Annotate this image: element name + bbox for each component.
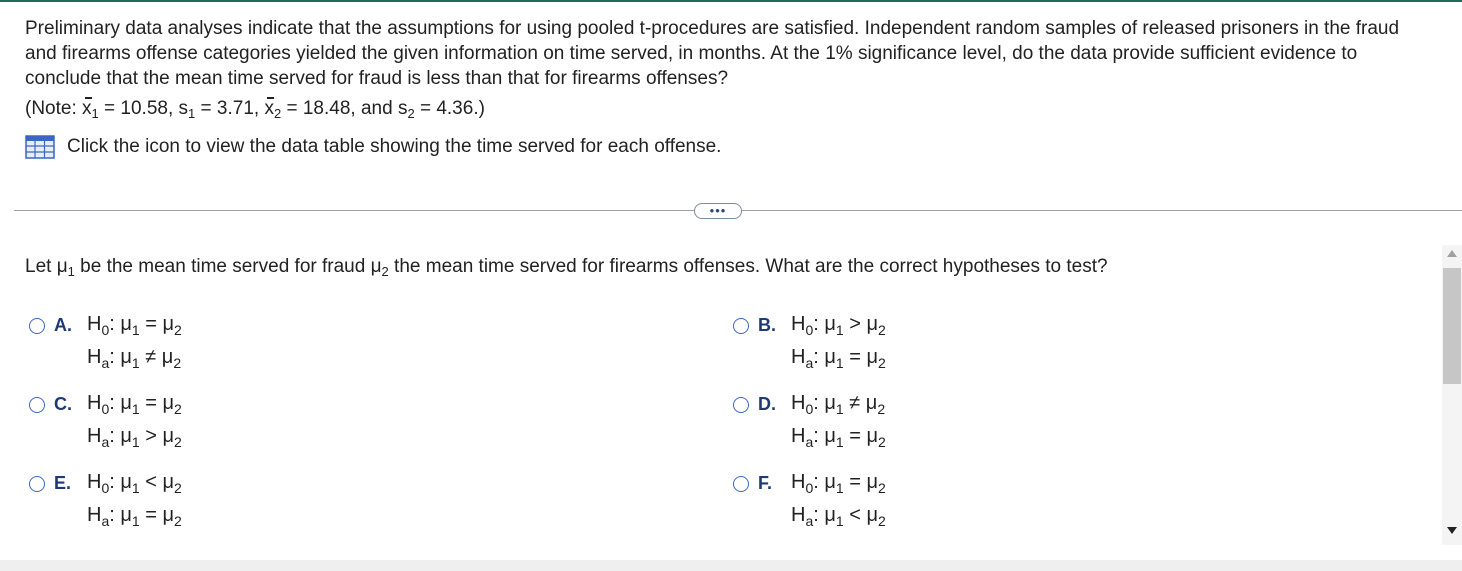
mu-symbol: μ <box>824 313 836 335</box>
mu-subscript-2: 2 <box>878 322 886 338</box>
s2-value: = 4.36.) <box>414 98 485 119</box>
mu-symbol: μ <box>866 346 879 368</box>
h-symbol: H <box>791 425 806 447</box>
data-table-link[interactable] <box>25 135 721 159</box>
mu-symbol: μ <box>865 392 878 414</box>
option-f-h0 <box>791 471 886 494</box>
mu-symbol: μ <box>162 471 175 493</box>
h-subscript: a <box>101 513 110 529</box>
relation-operator: = <box>139 313 163 335</box>
colon: : <box>109 346 121 368</box>
mu-subscript-2: 2 <box>174 322 182 338</box>
relation-operator: = <box>139 392 163 414</box>
mu-symbol: μ <box>824 471 836 493</box>
colon: : <box>109 504 121 526</box>
mu-subscript-1: 1 <box>835 322 844 338</box>
radio-button-a[interactable] <box>29 318 45 334</box>
question-part-3: the mean time served for firearms offenses. What are the correct hypotheses to test? <box>388 256 1108 277</box>
option-f-ha <box>791 504 886 527</box>
mu-symbol: μ <box>120 346 132 368</box>
option-e-ha <box>87 504 182 527</box>
h-subscript: a <box>805 513 814 529</box>
mu-symbol: μ <box>162 504 175 526</box>
option-a-h0 <box>87 313 182 336</box>
h-subscript: a <box>805 434 814 450</box>
mu-subscript-2: 2 <box>174 480 182 496</box>
option-letter: C. <box>54 394 72 414</box>
bottom-bar <box>0 560 1462 571</box>
colon: : <box>813 471 825 493</box>
option-a-ha <box>87 346 181 369</box>
question-sub-1: 1 <box>67 264 75 279</box>
grid-table-icon[interactable] <box>25 135 55 159</box>
h-subscript: 0 <box>805 401 814 417</box>
colon: : <box>109 471 121 493</box>
mu-symbol: μ <box>866 313 879 335</box>
h-symbol: H <box>791 346 806 368</box>
option-letter: F. <box>758 473 773 493</box>
option-d-ha <box>791 425 886 448</box>
h-symbol: H <box>791 504 806 526</box>
mu-symbol: μ <box>824 425 836 447</box>
h-symbol: H <box>791 471 806 493</box>
radio-button-f[interactable] <box>733 476 749 492</box>
mu-subscript-2: 2 <box>174 434 182 450</box>
mu-symbol: μ <box>824 346 836 368</box>
h-symbol: H <box>87 471 102 493</box>
mu-subscript-1: 1 <box>835 513 844 529</box>
x2-value: = 18.48, and s <box>281 98 408 119</box>
colon: : <box>813 313 825 335</box>
scrollbar-thumb[interactable] <box>1443 268 1461 384</box>
relation-operator: = <box>843 346 867 368</box>
h-symbol: H <box>87 392 102 414</box>
top-rule <box>0 0 1462 2</box>
mu-subscript-2: 2 <box>174 513 182 529</box>
mu-symbol: μ <box>824 392 836 414</box>
mu-subscript-2: 2 <box>878 355 886 371</box>
scroll-down-arrow-icon[interactable] <box>1447 527 1457 534</box>
relation-operator: = <box>139 504 163 526</box>
x-bar-2: x <box>264 98 274 119</box>
s1-value: = 3.71, <box>195 98 265 119</box>
x1-value: = 10.58, s <box>98 98 189 119</box>
s1-subscript: 1 <box>188 106 196 121</box>
relation-operator: ≠ <box>843 392 866 414</box>
mu-subscript-1: 1 <box>131 322 140 338</box>
mu-subscript-1: 1 <box>131 434 140 450</box>
expand-more-button[interactable]: ••• <box>694 203 742 219</box>
option-letter: E. <box>54 473 72 493</box>
relation-operator: < <box>843 504 867 526</box>
option-e-h0 <box>87 471 182 494</box>
colon: : <box>813 504 825 526</box>
mu-symbol: μ <box>866 504 879 526</box>
h-subscript: a <box>805 355 814 371</box>
data-table-link-label[interactable]: Click the icon to view the data table showing the time served for each offense. <box>67 136 722 157</box>
colon: : <box>109 425 121 447</box>
h-subscript: 0 <box>805 322 814 338</box>
mu-subscript-1: 1 <box>835 480 844 496</box>
question-sub-2: 2 <box>381 264 389 279</box>
scroll-up-arrow-icon[interactable] <box>1447 250 1457 257</box>
relation-operator: = <box>843 425 867 447</box>
mu-subscript-2: 2 <box>878 434 886 450</box>
option-d-h0 <box>791 392 885 415</box>
option-letter: A. <box>54 315 72 335</box>
radio-button-c[interactable] <box>29 397 45 413</box>
mu-symbol: μ <box>162 392 175 414</box>
mu-subscript-2: 2 <box>878 513 886 529</box>
radio-button-e[interactable] <box>29 476 45 492</box>
relation-operator: ≠ <box>139 346 162 368</box>
mu-subscript-1: 1 <box>131 513 140 529</box>
mu-subscript-1: 1 <box>131 480 140 496</box>
option-letter: D. <box>758 394 776 414</box>
h-symbol: H <box>87 346 102 368</box>
question-part-2: be the mean time served for fraud μ <box>74 256 382 277</box>
colon: : <box>109 392 121 414</box>
mu-subscript-1: 1 <box>131 355 140 371</box>
colon: : <box>813 392 825 414</box>
relation-operator: > <box>139 425 163 447</box>
mu-symbol: μ <box>866 471 879 493</box>
option-c-h0 <box>87 392 182 415</box>
colon: : <box>813 425 825 447</box>
relation-operator: > <box>843 313 867 335</box>
h-symbol: H <box>87 425 102 447</box>
mu-symbol: μ <box>824 504 836 526</box>
h-symbol: H <box>791 313 806 335</box>
mu-subscript-2: 2 <box>174 401 182 417</box>
mu-symbol: μ <box>866 425 879 447</box>
x1-subscript: 1 <box>91 106 99 121</box>
mu-symbol: μ <box>120 471 132 493</box>
option-c-ha <box>87 425 182 448</box>
relation-operator: = <box>843 471 867 493</box>
note-line <box>25 96 485 121</box>
option-b-h0 <box>791 313 886 336</box>
radio-button-b[interactable] <box>733 318 749 334</box>
h-subscript: a <box>101 355 110 371</box>
x-bar-1: x <box>82 98 92 119</box>
h-subscript: 0 <box>101 322 110 338</box>
radio-button-d[interactable] <box>733 397 749 413</box>
mu-subscript-1: 1 <box>131 401 140 417</box>
option-letter: B. <box>758 315 776 335</box>
mu-subscript-1: 1 <box>835 401 844 417</box>
mu-symbol: μ <box>120 504 132 526</box>
mu-subscript-2: 2 <box>878 480 886 496</box>
mu-subscript-1: 1 <box>835 355 844 371</box>
mu-symbol: μ <box>120 425 132 447</box>
h-subscript: 0 <box>101 401 110 417</box>
h-subscript: 0 <box>805 480 814 496</box>
mu-symbol: μ <box>162 313 175 335</box>
problem-statement: Preliminary data analyses indicate that the assumptions for using pooled t-procedures are satisfied. Independent random samples of released prisoners in the fraud and firearms offense categories yielded the given information on time served, in months. At the 1% significance level, do the data provide sufficient evidence to conclude that the mean time served for fraud is less than that for firearms offenses? <box>25 18 1400 89</box>
x2-subscript: 2 <box>273 106 282 121</box>
h-symbol: H <box>87 313 102 335</box>
s2-subscript: 2 <box>407 106 415 121</box>
mu-symbol: μ <box>162 425 175 447</box>
mu-symbol: μ <box>120 392 132 414</box>
mu-symbol: μ <box>120 313 132 335</box>
h-subscript: a <box>101 434 110 450</box>
relation-operator: < <box>139 471 163 493</box>
h-symbol: H <box>87 504 102 526</box>
question-part-1: Let μ <box>25 256 68 277</box>
mu-symbol: μ <box>161 346 174 368</box>
h-symbol: H <box>791 392 806 414</box>
colon: : <box>109 313 121 335</box>
note-open: (Note: <box>25 98 83 119</box>
colon: : <box>813 346 825 368</box>
mu-subscript-2: 2 <box>173 355 182 371</box>
mu-subscript-1: 1 <box>835 434 844 450</box>
h-subscript: 0 <box>101 480 110 496</box>
question-text <box>25 256 1108 278</box>
mu-subscript-2: 2 <box>877 401 886 417</box>
option-b-ha <box>791 346 886 369</box>
